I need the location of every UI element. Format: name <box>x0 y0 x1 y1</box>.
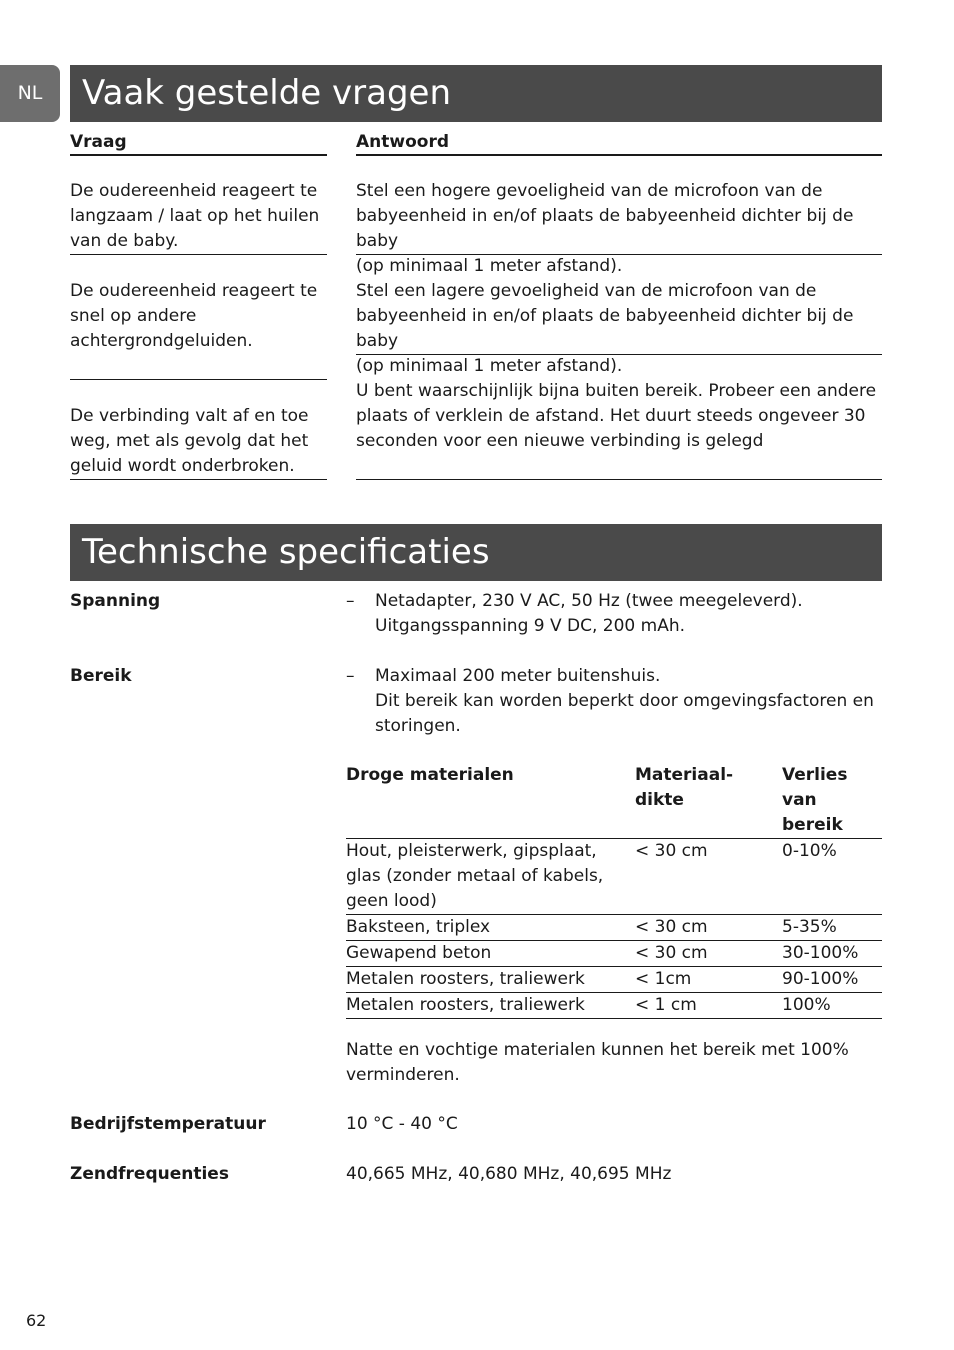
question-header-rule <box>70 154 327 156</box>
answer-header-rule <box>356 154 882 156</box>
cell-thickness: < 30 cm <box>635 841 708 861</box>
table-row <box>346 915 882 941</box>
language-tab: NL <box>0 65 60 122</box>
cell-loss: 5-35% <box>782 917 837 937</box>
table-header-row <box>346 763 882 839</box>
faq-answer-1: Stel een hogere gevoeligheid van de microfoon van de babyeenheid in en/of plaats de babyeenheid dichter bij de baby (op minimaal 1 meter afstand). <box>356 181 854 276</box>
cell-thickness: < 30 cm <box>635 917 708 937</box>
faq-question-divider <box>70 254 327 255</box>
cell-material: Hout, pleisterwerk, gipsplaat, glas (zonder metaal of kabels, geen lood) <box>346 841 604 911</box>
faq-question-2: De oudereenheid reageert te snel op andere achtergrondgeluiden. <box>70 281 318 351</box>
table-row <box>346 839 882 915</box>
question-column-header: Vraag <box>70 132 127 152</box>
page-number: 62 <box>26 1311 47 1330</box>
table-row <box>346 967 882 993</box>
table-row <box>346 993 882 1019</box>
bullet-dash: – <box>346 591 355 611</box>
cell-thickness: < 1 cm <box>635 995 697 1015</box>
cell-material: Metalen roosters, traliewerk <box>346 995 585 1015</box>
cell-thickness: < 1cm <box>635 969 692 989</box>
cell-thickness: < 30 cm <box>635 943 708 963</box>
cell-loss: 90-100% <box>782 969 859 989</box>
answer-column-header: Antwoord <box>356 132 450 152</box>
header-range-loss: Verlies van bereik <box>782 765 848 835</box>
faq-answer-divider <box>356 479 882 480</box>
temperature-label: Bedrijfstemperatuur <box>70 1114 266 1134</box>
header-material: Droge materialen <box>346 765 514 785</box>
cell-material: Metalen roosters, traliewerk <box>346 969 585 989</box>
cell-loss: 100% <box>782 995 831 1015</box>
faq-answer-3: U bent waarschijnlijk bijna buiten bereik. Probeer een andere plaats of verklein de afstand. Het duurt steeds ongeveer 30 seconden voor een nieuwe verbinding is gelegd <box>356 381 877 451</box>
spanning-label: Spanning <box>70 591 161 611</box>
faq-question-divider <box>70 379 327 380</box>
cell-loss: 0-10% <box>782 841 837 861</box>
faq-answer-divider <box>356 254 882 255</box>
temperature-value: 10 °C - 40 °C <box>346 1114 458 1134</box>
materials-table <box>346 763 882 1019</box>
faq-answer-divider <box>356 354 882 355</box>
frequencies-value: 40,665 MHz, 40,680 MHz, 40,695 MHz <box>346 1164 672 1184</box>
spanning-value: Netadapter, 230 V AC, 50 Hz (twee meegeleverd). Uitgangsspanning 9 V DC, 200 mAh. <box>375 591 803 636</box>
specs-section-title: Technische specificaties <box>70 524 882 581</box>
bullet-dash: – <box>346 666 355 686</box>
frequencies-label: Zendfrequenties <box>70 1164 229 1184</box>
cell-loss: 30-100% <box>782 943 859 963</box>
header-thickness: Materiaal- dikte <box>635 765 734 810</box>
materials-note: Natte en vochtige materialen kunnen het bereik met 100% verminderen. <box>346 1040 849 1085</box>
table-row <box>346 941 882 967</box>
faq-question-1: De oudereenheid reageert te langzaam / laat op het huilen van de baby. <box>70 181 320 251</box>
faq-answer-2: Stel een lagere gevoeligheid van de microfoon van de babyeenheid in en/of plaats de babyeenheid dichter bij de baby (op minimaal 1 meter afstand). <box>356 281 854 376</box>
bereik-value: Maximaal 200 meter buitenshuis. Dit bereik kan worden beperkt door omgevingsfactoren en storingen. <box>375 666 874 736</box>
bereik-label: Bereik <box>70 666 132 686</box>
cell-material: Baksteen, triplex <box>346 917 491 937</box>
faq-section-title: Vaak gestelde vragen <box>70 65 882 122</box>
faq-question-divider <box>70 479 327 480</box>
faq-question-3: De verbinding valt af en toe weg, met als gevolg dat het geluid wordt onderbroken. <box>70 406 309 476</box>
cell-material: Gewapend beton <box>346 943 492 963</box>
